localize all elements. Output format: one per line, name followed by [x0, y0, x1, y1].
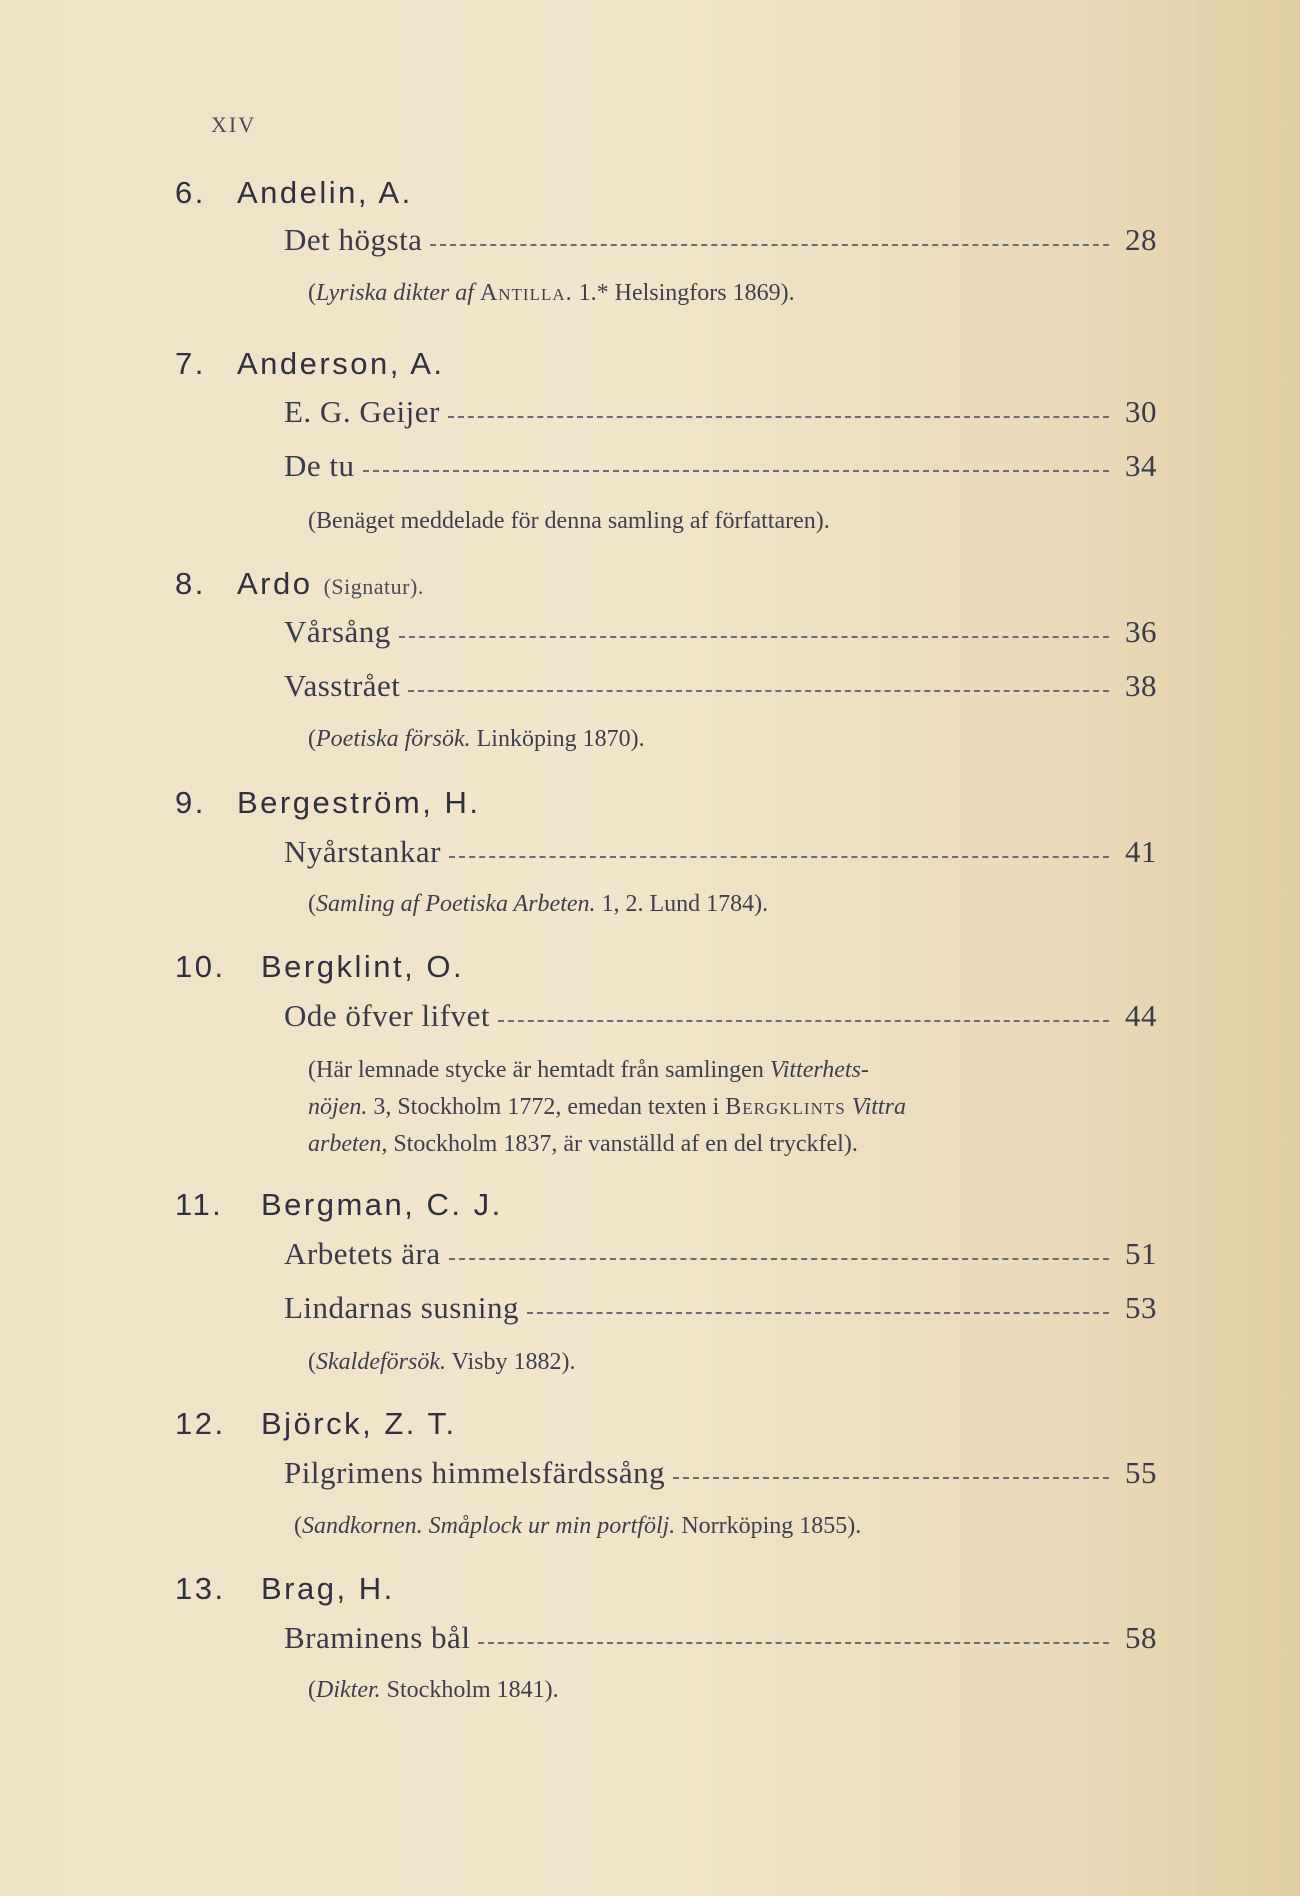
source-text: (Här lemnade stycke är hemtadt från samlingen [308, 1057, 764, 1083]
source-note: (Dikter. Stockholm 1841). [308, 1677, 559, 1703]
author-heading [175, 346, 445, 382]
author-name: Björck, Z. T. [261, 1406, 457, 1441]
dot-leader [449, 856, 1109, 858]
poem-page: 38 [1125, 668, 1157, 703]
source-title: Vitterhets- [769, 1057, 869, 1083]
poem-line [284, 614, 1157, 654]
author-name: Brag, H. [261, 1571, 395, 1606]
entry-number: 13. [175, 1571, 226, 1606]
author-name: Ardo [237, 566, 313, 601]
entry-number: 8. [175, 566, 206, 601]
entry-number: 6. [175, 175, 206, 210]
entry-number: 12. [175, 1406, 226, 1441]
source-note: (Lyriska dikter af Antilla. 1.* Helsingfors 1869). [308, 280, 795, 306]
page-number: XIV [211, 112, 257, 137]
poem-page: 41 [1125, 834, 1157, 869]
source-note: (Poetiska försök. Linköping 1870). [308, 726, 645, 752]
dot-leader [498, 1020, 1109, 1022]
poem-title: Braminens bål [284, 1620, 471, 1655]
source-rest: Linköping 1870). [476, 726, 645, 752]
poem-title: Nyårstankar [284, 834, 441, 869]
source-note: (Benäget meddelade för denna samling af författaren). [308, 508, 830, 534]
source-title: Vittra [851, 1094, 906, 1120]
dot-leader [527, 1312, 1109, 1314]
poem-line [284, 394, 1157, 434]
author-heading [175, 949, 464, 985]
poem-title: Ode öfver lifvet [284, 998, 490, 1033]
dot-leader [673, 1477, 1109, 1479]
poem-page: 53 [1125, 1290, 1157, 1325]
source-title: Lyriska dikter af [316, 280, 474, 306]
dot-leader [399, 636, 1109, 638]
author-signature: (Signatur). [323, 574, 424, 599]
source-rest: Visby 1882). [451, 1349, 576, 1375]
poem-page: 34 [1125, 448, 1157, 483]
source-title: Samling af Poetiska Arbeten. [316, 891, 596, 917]
dot-leader [408, 690, 1109, 692]
poem-line [284, 1236, 1157, 1276]
author-heading [175, 1406, 457, 1442]
source-note [308, 1089, 1108, 1126]
author-name: Bergeström, H. [237, 785, 481, 820]
poem-line [284, 222, 1157, 262]
poem-line [284, 448, 1157, 488]
source-note: (Skaldeförsök. Visby 1882). [308, 1349, 576, 1375]
author-name: Andelin, A. [237, 175, 413, 210]
source-title: Poetiska försök. [316, 726, 471, 752]
source-rest: Norrköping 1855). [681, 1513, 862, 1539]
poem-line [284, 1620, 1157, 1660]
poem-page: 51 [1125, 1236, 1157, 1271]
poem-title: De tu [284, 448, 355, 483]
author-heading [175, 566, 424, 602]
source-title: Skaldeförsök. [316, 1349, 446, 1375]
poem-title: Det högsta [284, 222, 423, 257]
poem-page: 44 [1125, 998, 1157, 1033]
source-author: Antilla. [479, 280, 573, 306]
source-text: 3, Stockholm 1772, emedan texten i [373, 1094, 720, 1120]
dot-leader [430, 244, 1109, 246]
dot-leader [449, 1258, 1109, 1260]
poem-title: Vårsång [284, 614, 391, 649]
author-name: Bergklint, O. [261, 949, 465, 984]
entry-number: 10. [175, 949, 226, 984]
poem-page: 36 [1125, 614, 1157, 649]
dot-leader [363, 470, 1109, 472]
source-rest: 1, 2. Lund 1784). [601, 891, 769, 917]
entry-number: 11. [175, 1187, 224, 1222]
source-title: Dikter. [316, 1677, 381, 1703]
poem-page: 58 [1125, 1620, 1157, 1655]
poem-title: Arbetets ära [284, 1236, 441, 1271]
poem-title: Pilgrimens himmelsfärdssång [284, 1455, 666, 1490]
source-note [308, 1052, 1108, 1089]
poem-title: Vasstrået [284, 668, 401, 703]
source-text: Stockholm 1837, är vanställd af en del tryckfel). [393, 1131, 858, 1157]
author-heading [175, 1571, 395, 1607]
poem-page: 30 [1125, 394, 1157, 429]
poem-title: Lindarnas susning [284, 1290, 519, 1325]
poem-page: 55 [1125, 1455, 1157, 1490]
author-heading [175, 785, 480, 821]
source-rest: Stockholm 1841). [386, 1677, 559, 1703]
poem-line [284, 668, 1157, 708]
author-heading [175, 1187, 503, 1223]
source-rest: 1.* Helsingfors 1869). [578, 280, 795, 306]
source-title: Sandkornen. Småplock ur min portfölj. [302, 1513, 676, 1539]
poem-line [284, 834, 1157, 874]
author-heading [175, 175, 413, 211]
poem-title: E. G. Geijer [284, 394, 440, 429]
source-author: Bergklints [725, 1094, 846, 1120]
source-title: nöjen. [308, 1094, 368, 1120]
dot-leader [478, 1642, 1109, 1644]
entry-number: 7. [175, 346, 206, 381]
source-note [308, 1126, 1108, 1163]
entry-number: 9. [175, 785, 206, 820]
dot-leader [448, 416, 1109, 418]
poem-line [284, 998, 1157, 1038]
author-name: Anderson, A. [237, 346, 445, 381]
poem-line [284, 1455, 1157, 1495]
source-note: (Sandkornen. Småplock ur min portfölj. Norrköping 1855). [294, 1513, 862, 1539]
source-title: arbeten, [308, 1131, 388, 1157]
source-note: (Samling af Poetiska Arbeten. 1, 2. Lund 1784). [308, 891, 769, 917]
poem-page: 28 [1125, 222, 1157, 257]
poem-line [284, 1290, 1157, 1330]
author-name: Bergman, C. J. [261, 1187, 503, 1222]
